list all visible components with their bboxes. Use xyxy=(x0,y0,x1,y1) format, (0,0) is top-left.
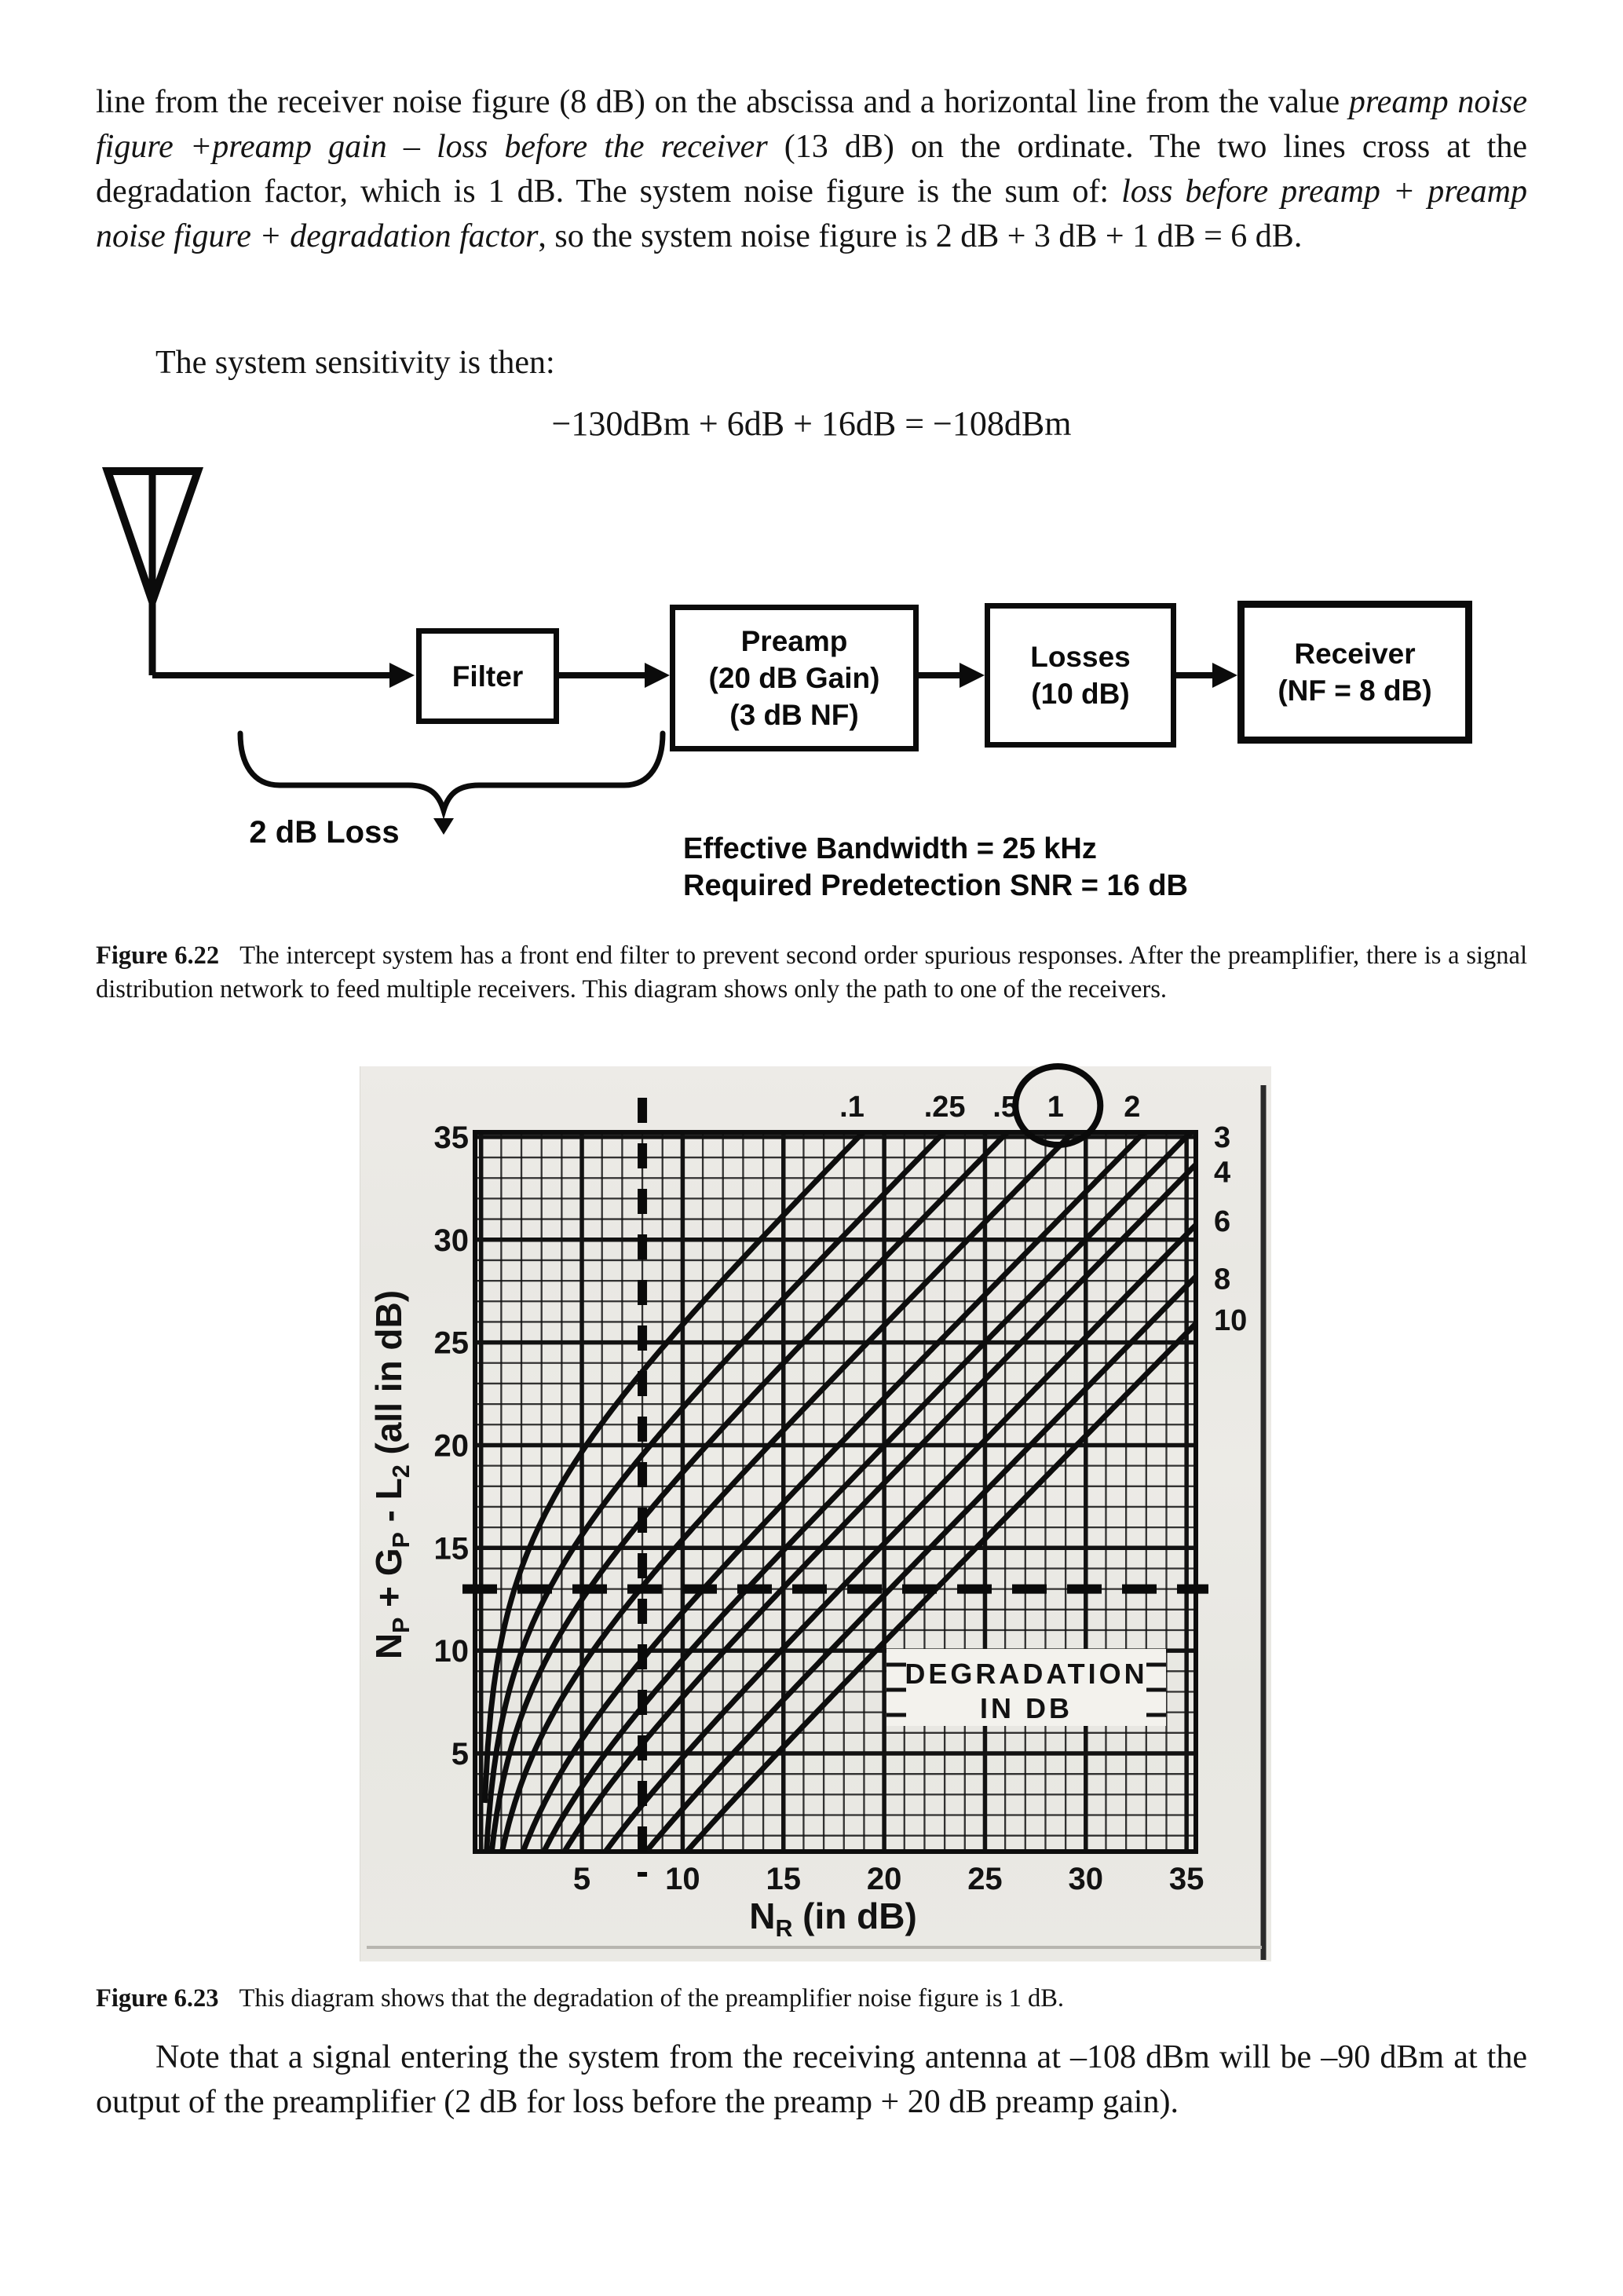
box-line: Losses xyxy=(1030,641,1131,673)
curve-label-top: 2 xyxy=(1124,1091,1141,1124)
x-tick-label: 5 xyxy=(572,1862,591,1896)
legend-line-1: DEGRADATION xyxy=(905,1658,1148,1690)
arrowhead-preamp xyxy=(645,663,670,688)
y-tick-label: 20 xyxy=(433,1428,469,1464)
preamp-box xyxy=(670,605,919,751)
degradation-legend-box xyxy=(886,1649,1166,1726)
y-tick-label: 15 xyxy=(433,1531,469,1567)
loss-brace xyxy=(240,733,663,810)
antenna-icon xyxy=(108,471,198,675)
x-tick-label: 15 xyxy=(766,1862,801,1896)
curve-label-top: .25 xyxy=(923,1091,966,1124)
box-line: (3 dB NF) xyxy=(729,699,859,731)
box-line: (NF = 8 dB) xyxy=(1278,675,1432,707)
sensitivity-equation: −130dBm + 6dB + 16dB = −108dBm xyxy=(551,404,1072,443)
system-notes xyxy=(683,831,1188,905)
figure-6-23-text: This diagram shows that the degradation of the preamplifier noise figure is 1 dB. xyxy=(239,1984,1065,2013)
paragraph-noise-figure: line from the receiver noise figure (8 dB) on the abscissa and a horizontal line from the value preamp noise figure +preamp gain – loss before the receiver (13 dB) on the ordinate. The two lines cross at the degradation factor, which is 1 dB. The system noise figure is the sum of: loss before preamp + preamp noise figure + degradation factor, so the system noise figure is 2 dB + 3 dB + 1 dB = 6 dB. xyxy=(96,84,1527,254)
filter-box xyxy=(416,628,559,724)
box-line: Filter xyxy=(451,660,524,693)
curve-label-right: 8 xyxy=(1214,1263,1231,1296)
degradation-chart xyxy=(360,1066,1271,1961)
arrowhead-filter xyxy=(389,663,415,688)
curve-label-top: 1 xyxy=(1047,1091,1064,1124)
arrowhead-receiver xyxy=(1212,663,1237,688)
loss-label: 2 dB Loss xyxy=(249,815,400,850)
losses-box xyxy=(985,603,1176,748)
x-tick-label: 30 xyxy=(1068,1862,1104,1896)
curve-label-top: .5 xyxy=(992,1091,1018,1124)
box-line: Preamp xyxy=(740,625,848,657)
figure-6-22-caption xyxy=(96,939,1527,1007)
curve-label-right: 4 xyxy=(1214,1156,1231,1190)
y-tick-label: 30 xyxy=(433,1223,469,1258)
curve-label-right: 6 xyxy=(1214,1205,1231,1239)
x-axis-title: $N_R$ (in dB) xyxy=(749,1896,917,1942)
y-tick-label: 5 xyxy=(451,1737,469,1771)
legend-line-2: IN DB xyxy=(980,1692,1073,1724)
sensitivity-intro: The system sensitivity is then: xyxy=(155,345,555,381)
curve-label-top: .1 xyxy=(839,1091,865,1124)
x-tick-label: 10 xyxy=(665,1862,700,1896)
y-tick-label: 10 xyxy=(433,1634,469,1669)
box-line: (20 dB Gain) xyxy=(708,662,880,694)
figure-6-23-label: Figure 6.23 xyxy=(96,1984,219,2013)
bandwidth-note: Effective Bandwidth = 25 kHz xyxy=(683,832,1097,865)
box-line: (10 dB) xyxy=(1031,678,1130,710)
y-axis-title: $N_P + G_P - L_2$ (all in dB) xyxy=(368,1289,415,1660)
receiver-box xyxy=(1237,601,1472,744)
x-tick-label: 25 xyxy=(967,1862,1003,1896)
x-tick-label: 20 xyxy=(866,1862,902,1896)
curve-label-right: 3 xyxy=(1214,1121,1231,1154)
arrowhead-losses xyxy=(960,663,985,688)
box-line: Receiver xyxy=(1294,638,1416,670)
paragraph-signal-level: Note that a signal entering the system from the receiving antenna at –108 dBm will be –90 dBm at the output of the preamplifier (2 dB for loss before the preamp + 20 dB preamp gain). xyxy=(96,2039,1527,2120)
figure-6-22-diagram xyxy=(0,440,1623,942)
y-tick-label: 35 xyxy=(433,1120,469,1155)
figure-6-23-scan xyxy=(360,1066,1271,1961)
curve-label-right: 10 xyxy=(1214,1303,1248,1337)
loss-brace-arrow xyxy=(433,818,454,835)
figure-6-23-caption xyxy=(96,1982,1527,2016)
figure-6-22-text: The intercept system has a front end filter to prevent second order spurious responses. After the preamplifier, there is a signal distribution network to feed multiple receivers. This diagram shows only the path to one of the receivers. xyxy=(96,941,1527,1004)
figure-6-22-label: Figure 6.22 xyxy=(96,941,220,970)
x-tick-label: 35 xyxy=(1168,1862,1204,1896)
snr-note: Required Predetection SNR = 16 dB xyxy=(683,869,1188,902)
y-tick-label: 25 xyxy=(433,1325,469,1361)
